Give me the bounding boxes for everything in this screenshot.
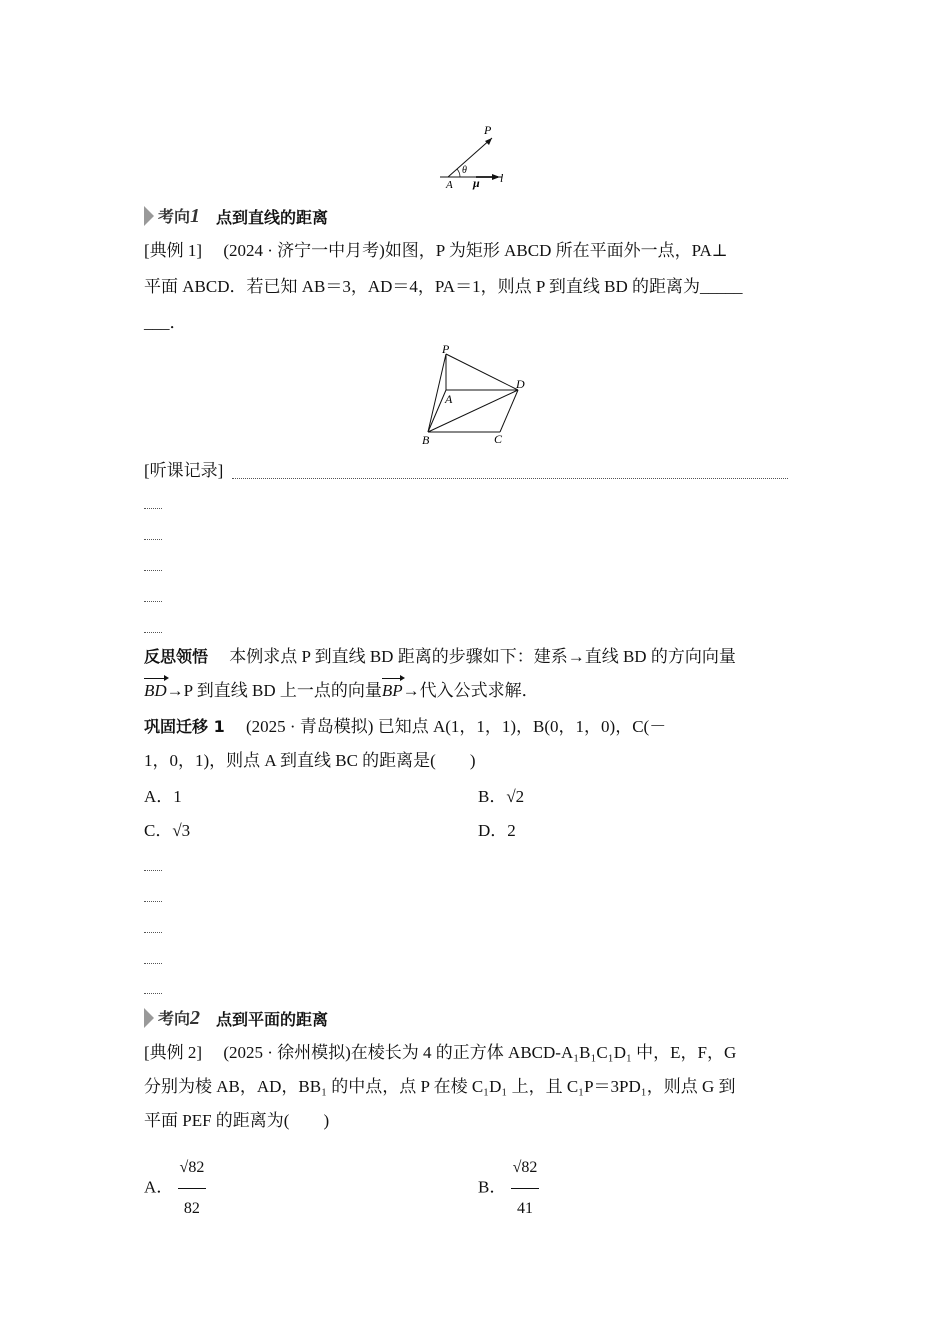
vertex-c: C xyxy=(494,432,503,446)
label-l: l xyxy=(500,171,504,185)
option-c[interactable]: C．√3 xyxy=(144,821,191,840)
reflection-text-2a: →P 到直线 BD 上一点的向量 xyxy=(166,681,382,700)
section-1-heading xyxy=(144,204,328,228)
practice-title: 巩固迁移 1 xyxy=(144,717,225,736)
note-line[interactable] xyxy=(144,570,162,571)
practice-1-line-2: 1，0，1)，则点 A 到直线 BC 的距离是( ) xyxy=(144,751,476,770)
vertex-a: A xyxy=(445,392,453,406)
vertex-d: D xyxy=(516,377,525,391)
reflection-line-1 xyxy=(144,646,736,668)
reflection-text-2b: →代入公式求解． xyxy=(402,681,539,700)
example-1-line-3: ___． xyxy=(144,313,187,332)
label-theta: θ xyxy=(462,165,467,176)
practice-text-1: (2025 · 青岛模拟) 已知点 A(1，1，1)，B(0，1，0)，C(－ xyxy=(245,717,667,736)
notes-label: [听课记录] xyxy=(144,461,224,480)
example-source: (2024 · 济宁一中月考) xyxy=(223,241,385,260)
notes-line[interactable] xyxy=(232,478,788,479)
note-line[interactable] xyxy=(144,539,162,540)
section-title: 点到平面的距离 xyxy=(216,1009,329,1029)
option-b[interactable]: B． $\frac{√82}{41}$ xyxy=(478,1148,539,1229)
figure-pyramid xyxy=(416,340,536,450)
note-line[interactable] xyxy=(144,932,162,933)
triangle-icon xyxy=(144,206,154,226)
option-a[interactable]: A．1 xyxy=(144,787,182,806)
fraction: $\frac{√82}{82}$ xyxy=(178,1148,207,1229)
note-line[interactable] xyxy=(144,963,162,964)
label-a: A xyxy=(446,179,453,191)
example-2-line-3: 平面 PEF 的距离为( ) xyxy=(144,1111,330,1130)
option-a[interactable]: A． $\frac{√82}{82}$ xyxy=(144,1148,206,1229)
reflection-line-2 xyxy=(144,680,539,702)
note-line[interactable] xyxy=(144,508,162,509)
option-b[interactable]: B．√2 xyxy=(478,787,525,806)
note-line[interactable] xyxy=(144,632,162,633)
example-2-line-1 xyxy=(144,1042,736,1064)
example-text-1: (2025 · 徐州模拟)在棱长为 4 的正方体 ABCD-A₁B₁C₁D₁ 中，E，F，G xyxy=(223,1043,737,1062)
vertex-p: P xyxy=(442,342,450,356)
section-tag: 考向2 xyxy=(158,1007,201,1029)
section-2-heading xyxy=(144,1006,328,1030)
reflection-text-1: 本例求点 P 到直线 BD 距离的步骤如下：建系→直线 BD 的方向向量 xyxy=(229,647,736,666)
figure-line-vector xyxy=(436,120,526,192)
vector-bd: BD xyxy=(144,681,167,700)
note-line[interactable] xyxy=(144,601,162,602)
example-2-line-2: 分别为棱 AB，AD，BB₁ 的中点，点 P 在棱 C₁D₁ 上，且 C₁P＝3PD₁，则点 G 到 xyxy=(144,1077,736,1096)
vertex-b: B xyxy=(422,433,430,447)
triangle-icon xyxy=(144,1008,154,1028)
example-tag: [典例 1] xyxy=(144,241,203,260)
vector-bp: BP xyxy=(381,681,403,700)
section-title: 点到直线的距离 xyxy=(216,207,329,227)
reflection-title: 反思领悟 xyxy=(144,647,209,666)
note-line[interactable] xyxy=(144,870,162,871)
practice-1-line-1 xyxy=(144,716,666,738)
example-1-line-2: 平面 ABCD．若已知 AB＝3，AD＝4，PA＝1，则点 P 到直线 BD 的距离为_____ xyxy=(144,277,743,296)
fraction: $\frac{√82}{41}$ xyxy=(511,1148,540,1229)
note-line[interactable] xyxy=(144,901,162,902)
label-p: P xyxy=(484,123,492,137)
note-line[interactable] xyxy=(144,993,162,994)
example-1-line-1 xyxy=(144,240,728,262)
example-text-1: 如图，P 为矩形 ABCD 所在平面外一点，PA⊥ xyxy=(384,241,728,260)
option-d[interactable]: D．2 xyxy=(478,821,516,840)
label-mu: μ xyxy=(473,176,480,190)
example-tag: [典例 2] xyxy=(144,1043,203,1062)
section-tag: 考向1 xyxy=(158,205,201,227)
